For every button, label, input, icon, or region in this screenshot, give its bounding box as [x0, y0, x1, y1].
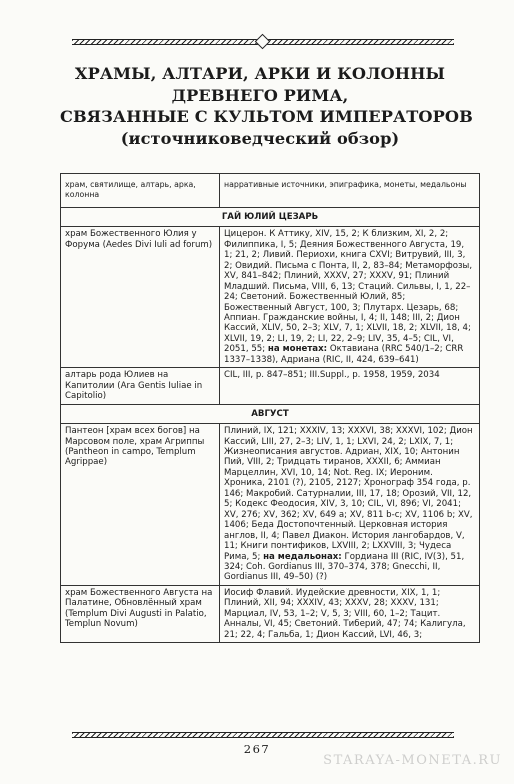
top-ornament-border — [72, 38, 454, 46]
page-number: 267 — [243, 742, 271, 756]
header-col-sources: нарративные источники, эпиграфика, монеты, медальоны — [220, 174, 480, 208]
bottom-ornament-border — [72, 731, 454, 739]
table-header-row — [61, 174, 480, 208]
table-row — [61, 585, 480, 642]
watermark: STARAYA-MONETA.RU — [323, 753, 502, 768]
monument-cell: храм Божественного Юлия у Форума (Aedes Divi Iuli ad forum) — [61, 227, 220, 368]
sources-text: Плиний, IX, 121; XXXIV, 13; XXXVI, 38; XXXVI, 102; Дион Кассий, LIII, 27, 2–3; LIV, 1, 1; LXVI, 24, 2; LXIX, 7, 1; Жизнеописания августов. Адриан, XIX, 10; Антонин Пий, VIII, 2; Тридцать тиранов, XXXII, 6; Аммиан Марцеллин, XVI, 10, 14; Not. Reg. IX; Иероним. Хроника, 2101 (?), 2105, 2127; Хронограф 354 года, p. 146; Макробий. Сатурналии, III, 17, 18; Орозий, VII, 12, 5; Кодекс Феодосия, XIV, 3, 10; CIL, VI, 896; VI, 2041; XV, 276; XV, 362; XV, 649 a; XV, 811 b-c; XV, 1106 b; XV, 1406; Беда Достопочтенный. Церковная история англов, II, 4; Павел Диакон. История лангобардов, V, 11; Книги понтификов, LXVIII, 2; LXXVIII, 3; Чудеса Рима, 5; — [224, 426, 473, 562]
title-line-2: ДРЕВНЕГО РИМА, — [171, 85, 349, 105]
sources-cell: Иосиф Флавий. Иудейские древности, XIX, 1, 1; Плиний, XII, 94; XXXIV, 43; XXXV, 28; XXXV, 131; Марциал, IV, 53, 1–2; V, 5, 3; VIII, 60, 1–2; Тацит. Анналы, VI, 45; Светоний. Тиберий, 47; 74; Калигула, 21; 22, 4; Гальба, 1; Дион Кассий, LVI, 46, 3; — [220, 585, 480, 642]
sources-cell: CIL, III, p. 847–851; III.Suppl., p. 1958, 1959, 2034 — [220, 368, 480, 404]
monument-cell: храм Божественного Августа на Палатине, Обновлённый храм (Templum Divi Augusti in Palatio, Templun Novum) — [61, 585, 220, 642]
header-col-monument: храм, святилище, алтарь, арка, колонна — [61, 174, 220, 208]
monument-cell: Пантеон [храм всех богов] на Марсовом поле, храм Агриппы (Pantheon in campo, Templum Agrippae) — [61, 424, 220, 586]
medallions-text: Гордиана III (RIC, IV(3), 51, 324; Coh. Gordianus III, 370–374, 378; Gnecchi, II, Gordianus III, 49–50) (?) — [224, 551, 465, 583]
title-line-3: СВЯЗАННЫЕ С КУЛЬТОМ ИМПЕРАТОРОВ — [60, 107, 473, 126]
diamond-ornament-icon — [255, 34, 271, 50]
page-title — [60, 63, 473, 149]
section-heading: ГАЙ ЮЛИЙ ЦЕЗАРЬ — [61, 207, 480, 226]
sources-cell — [220, 227, 480, 368]
table-row — [61, 424, 480, 586]
title-subtitle: (источниковедческий обзор) — [120, 128, 400, 148]
section-heading: АВГУСТ — [61, 404, 480, 423]
section-row-augustus — [61, 404, 480, 423]
title-line-1: ХРАМЫ, АЛТАРИ, АРКИ И КОЛОННЫ — [74, 64, 446, 83]
table-row — [61, 227, 480, 368]
coins-label: на монетах: — [267, 344, 328, 355]
monument-cell: алтарь рода Юлиев на Капитолии (Ara Gentis Iuliae in Capitolio) — [61, 368, 220, 404]
sources-text: Цицерон. К Аттику, XIV, 15, 2; К близким, XI, 2, 2; Филиппика, I, 5; Деяния Божественного Августа, 19, 1; 21, 2; Ливий. Периохи, книга CXVI; Витрувий, III, 3, 2; Овидий. Письма с Понта, II, 2, 83–84; Метаморфозы, XV, 841–842; Плиний, XXXV, 27; XXXV, 91; Плиний Младший. Письма, VIII, 6, 13; Стаций. Сильвы, I, 1, 22–24; Светоний. Божественный Юлий, 85; Божественный Август, 100, 3; Плутарх. Цезарь, 68; Аппиан. Гражданские войны, I, 4; II, 148; III, 2; Дион Кассий, XLIV, 50, 2–3; XLV, 7, 1; XLVII, 18, 2; XLVII, 18, 4; XLVII, 19, 2; LI, 19, 2; LI, 22, 2–9; LIV, 35, 4–5; CIL, VI, 2051, 55; — [224, 229, 473, 355]
sources-table — [60, 173, 480, 643]
section-row-caesar — [61, 207, 480, 226]
coins-text: Октавиана (RRC 540/1–2; CRR 1337–1338), Адриана (RIC, II, 424, 639–641) — [224, 344, 464, 365]
medallions-label: на медальонах: — [263, 551, 342, 562]
table-row — [61, 368, 480, 404]
sources-cell — [220, 424, 480, 586]
